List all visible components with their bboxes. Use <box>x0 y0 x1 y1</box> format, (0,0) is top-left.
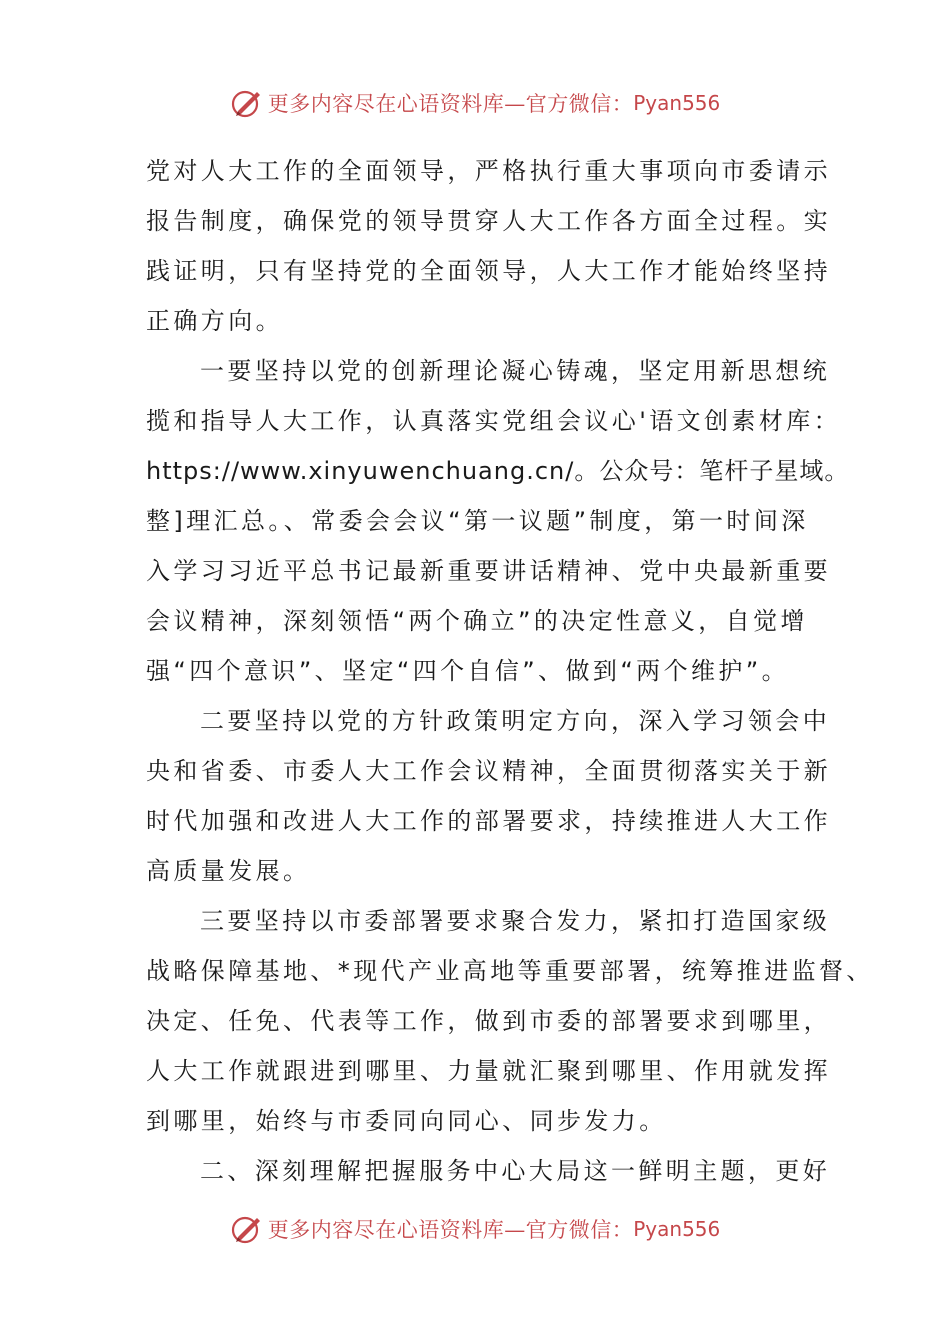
footer-banner <box>0 1209 950 1249</box>
paragraph-line: 决定、任免、代表等工作，做到市委的部署要求到哪里， <box>146 1007 831 1035</box>
paragraph-line: 战略保障基地、*现代产业高地等重要部署，统筹推进监督、 <box>146 957 874 985</box>
paragraph-line: 到哪里，始终与市委同向同心、同步发力。 <box>146 1107 667 1135</box>
paragraph-line: https://www.xinyuwenchuang.cn/。公众号：笔杆子星域。 <box>146 457 850 485</box>
header-banner <box>0 83 950 123</box>
paragraph-line: 高质量发展。 <box>146 857 311 885</box>
paragraph-line: 二要坚持以党的方针政策明定方向，深入学习领会中 <box>200 707 831 735</box>
document-body <box>146 146 874 1196</box>
paragraph-line: 一要坚持以党的创新理论凝心铸魂，坚定用新思想统 <box>200 357 831 385</box>
footer-wechat-id: Pyan556 <box>633 1217 721 1241</box>
paragraph-line: 人大工作就跟进到哪里、力量就汇聚到哪里、作用就发挥 <box>146 1057 831 1085</box>
paragraph-line: 报告制度，确保党的领导贯穿人大工作各方面全过程。实 <box>146 207 831 235</box>
header-wechat-id: Pyan556 <box>633 91 721 115</box>
paragraph-line: 党对人大工作的全面领导，严格执行重大事项向市委请示 <box>146 157 831 185</box>
paragraph-line: 强“四个意识”、坚定“四个自信”、做到“两个维护”。 <box>146 657 789 685</box>
pen-logo-icon <box>230 86 264 120</box>
paragraph-line: 揽和指导人大工作，认真落实党组会议心'语文创素材库： <box>146 407 841 435</box>
paragraph-line: 践证明，只有坚持党的全面领导，人大工作才能始终坚持 <box>146 257 831 285</box>
paragraph-line: 二、深刻理解把握服务中心大局这一鲜明主题，更好 <box>200 1157 831 1185</box>
header-slogan: 更多内容尽在心语资料库—官方微信： <box>267 92 634 116</box>
paragraph-line: 时代加强和改进人大工作的部署要求，持续推进人大工作 <box>146 807 831 835</box>
paragraph-line: 正确方向。 <box>146 307 283 335</box>
pen-logo-icon <box>230 1212 264 1246</box>
paragraph-line: 入学习习近平总书记最新重要讲话精神、党中央最新重要 <box>146 557 831 585</box>
paragraph-line: 整]理汇总。、常委会会议“第一议题”制度，第一时间深 <box>146 507 809 535</box>
paragraph-line: 会议精神，深刻领悟“两个确立”的决定性意义，自觉增 <box>146 607 808 635</box>
footer-slogan: 更多内容尽在心语资料库—官方微信： <box>267 1218 634 1242</box>
paragraph-line: 三要坚持以市委部署要求聚合发力，紧扣打造国家级 <box>200 907 831 935</box>
paragraph-line: 央和省委、市委人大工作会议精神，全面贯彻落实关于新 <box>146 757 831 785</box>
